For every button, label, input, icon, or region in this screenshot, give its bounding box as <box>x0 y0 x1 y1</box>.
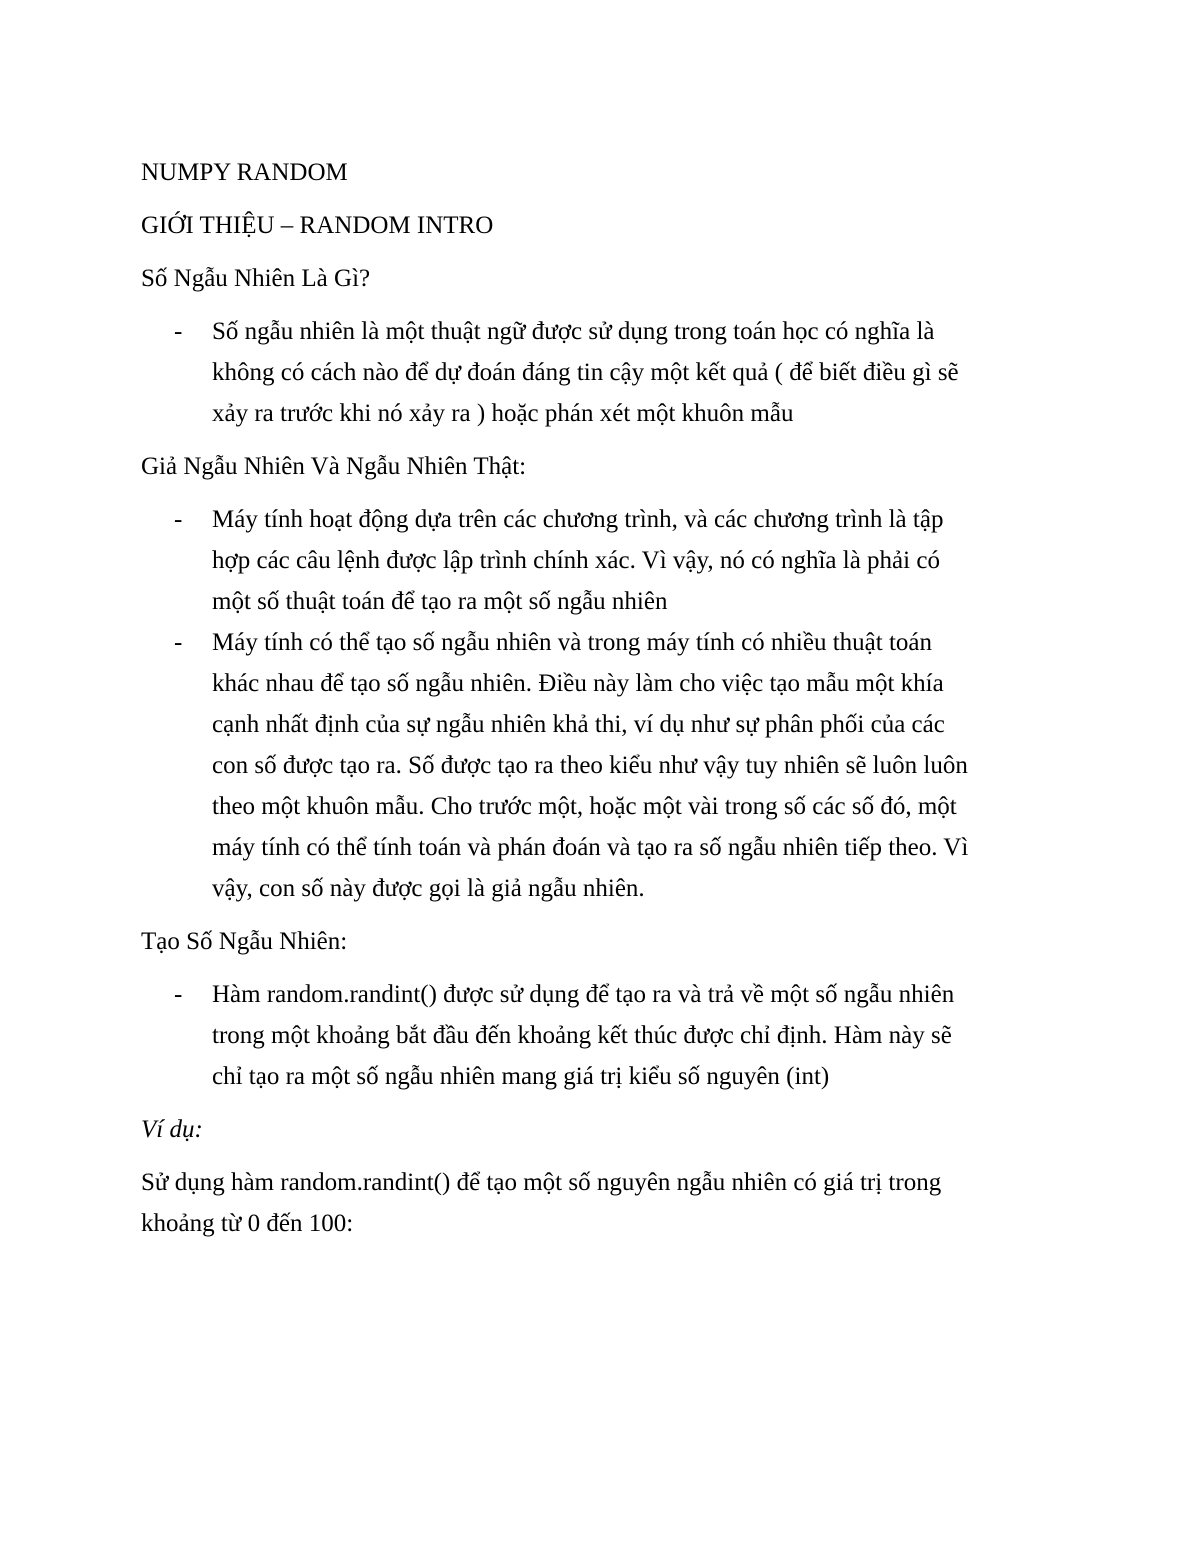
text-line: Sử dụng hàm random.randint() để tạo một số nguyên ngẫu nhiên có giá trị trong <box>141 1169 942 1196</box>
text-line: khoảng từ 0 đến 100: <box>141 1210 354 1237</box>
text-line: theo một khuôn mẫu. Cho trước một, hoặc một vài trong số các số đó, một <box>212 793 957 820</box>
bullet-list <box>141 311 1061 434</box>
list-item <box>141 974 1061 1097</box>
bullet-list <box>141 974 1061 1097</box>
text-line: trong một khoảng bắt đầu đến khoảng kết thúc được chỉ định. Hàm này sẽ <box>212 1022 952 1049</box>
document-subtitle: GIỚI THIỆU – RANDOM INTRO <box>141 212 494 239</box>
section-heading: Giả Ngẫu Nhiên Và Ngẫu Nhiên Thật: <box>141 453 527 480</box>
text-line: hợp các câu lệnh được lập trình chính xác. Vì vậy, nó có nghĩa là phải có <box>212 547 940 574</box>
document-body <box>141 152 1061 1256</box>
dash-bullet: - <box>174 506 183 533</box>
text-line: Hàm random.randint() được sử dụng để tạo ra và trả về một số ngẫu nhiên <box>212 981 955 1008</box>
text-line: cạnh nhất định của sự ngẫu nhiên khả thi, ví dụ như sự phân phối của các <box>212 711 945 738</box>
text-line: xảy ra trước khi nó xảy ra ) hoặc phán xét một khuôn mẫu <box>212 400 794 427</box>
text-line: máy tính có thể tính toán và phán đoán và tạo ra số ngẫu nhiên tiếp theo. Vì <box>212 834 969 861</box>
section-heading: Số Ngẫu Nhiên Là Gì? <box>141 265 371 292</box>
text-line: con số được tạo ra. Số được tạo ra theo kiểu như vậy tuy nhiên sẽ luôn luôn <box>212 752 968 779</box>
text-line: khác nhau để tạo số ngẫu nhiên. Điều này làm cho việc tạo mẫu một khía <box>212 670 944 697</box>
document-title: NUMPY RANDOM <box>141 159 348 186</box>
bullet-list <box>141 499 1061 909</box>
dash-bullet: - <box>174 318 183 345</box>
dash-bullet: - <box>174 981 183 1008</box>
example-label: Ví dụ: <box>141 1116 203 1143</box>
example-paragraph <box>141 1162 1061 1244</box>
text-line: Máy tính có thể tạo số ngẫu nhiên và trong máy tính có nhiều thuật toán <box>212 629 932 656</box>
section-heading: Tạo Số Ngẫu Nhiên: <box>141 928 348 955</box>
list-item <box>141 311 1061 434</box>
text-line: vậy, con số này được gọi là giả ngẫu nhiên. <box>212 875 645 902</box>
text-line: không có cách nào để dự đoán đáng tin cậy một kết quả ( để biết điều gì sẽ <box>212 359 959 386</box>
list-item <box>141 622 1061 909</box>
text-line: chỉ tạo ra một số ngẫu nhiên mang giá trị kiểu số nguyên (int) <box>212 1063 830 1090</box>
text-line: Số ngẫu nhiên là một thuật ngữ được sử dụng trong toán học có nghĩa là <box>212 318 935 345</box>
text-line: một số thuật toán để tạo ra một số ngẫu nhiên <box>212 588 668 615</box>
dash-bullet: - <box>174 629 183 656</box>
list-item <box>141 499 1061 622</box>
text-line: Máy tính hoạt động dựa trên các chương trình, và các chương trình là tập <box>212 506 944 533</box>
